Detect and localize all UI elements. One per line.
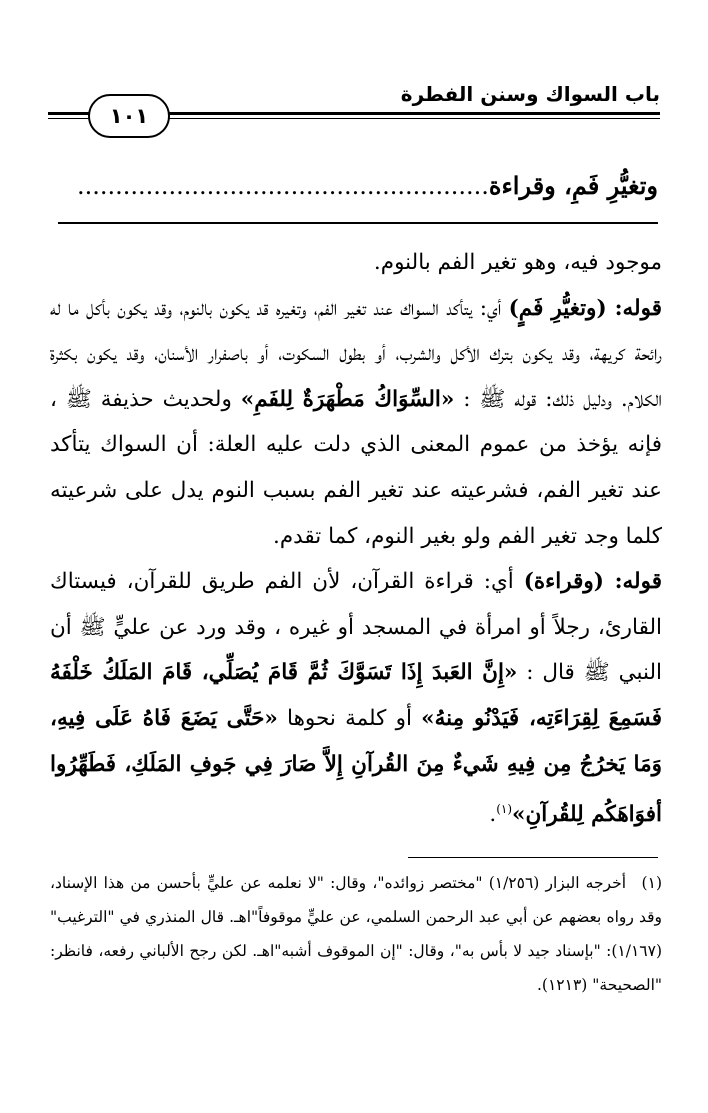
header-rule-thick: [166, 112, 660, 115]
hadith-quote-2: «إِنَّ العَبدَ إِذَا تَسَوَّكَ ثُمَّ قَامَ يُصَلِّي، قَامَ المَلَكُ خَلْفَهُ فَسَمِعَ لِقِرَاءَتِه، فَيَدْنُو مِنهُ»: [50, 660, 662, 731]
section-heading-dots: ......................................................: [76, 172, 489, 200]
footnote-number: (١): [641, 874, 662, 892]
footnote-text: أخرجه البزار (١/٢٥٦) "مختصر زوائده"، وقال: "لا نعلمه عن عليٍّ بأحسن من هذا الإسناد، وقد رواه بعضهم عن أبي عبد الرحمن السلمي، عن عليٍّ موقوفاً"اهـ. قال المنذري في "الترغيب" (١/١٦٧): "بإسناد جيد لا بأس به"، وقال: "إن الموقوف أشبه"اهـ. لكن رجح الألباني رفعه، فانظر: "الصحيحة" (١٢١٣).: [50, 874, 662, 994]
paragraph-1: [50, 240, 662, 286]
header-rule-left-thick: [48, 112, 90, 115]
running-title: باب السواك وسنن الفطرة: [400, 82, 660, 106]
paragraph-1-text: موجود فيه، وهو تغير الفم بالنوم.: [373, 250, 662, 275]
footnote-reference: (١): [496, 802, 513, 817]
paragraph-2: [50, 286, 662, 560]
paragraph-2-lead: قوله: (وتغيُّرِ فَمٍ): [508, 295, 662, 321]
paragraph-3-text-2: أو كلمة نحوها: [277, 705, 422, 731]
section-divider: [58, 222, 658, 224]
paragraph-2-text-2: ولحديث حذيفة ﷺ ، فإنه يؤخذ من عموم المعنى الذي دلت عليه العلة: أن السواك يتأكد عند تغير الفم، فشرعيته عند تغير الفم بسبب النوم يدل على شرعيته كلما وجد تغير الفم ولو بغير النوم، كما تقدم.: [50, 386, 662, 549]
footnote-divider: [408, 857, 658, 858]
paragraph-3: [50, 559, 662, 838]
page-number: ١٠١: [109, 104, 149, 128]
section-heading: [58, 168, 658, 204]
paragraph-2-text: أي: يتأكد السواك عند تغير الفم، وتغيره قد يكون بالنوم، وقد يكون بأكل ما له رائحة كريهة، وقد يكون بترك الأكل والشرب، أو بطول السكوت، أو باصفرار الأسنان، وقد يكون بكثرة الكلام. ودليل ذلك: قوله ﷺ :: [50, 295, 662, 412]
paragraph-3-text: أي: قراءة القرآن، لأن الفم طريق للقرآن، فيستاك القارئ، رجلاً أو امرأة في المسجد أو غيره ، وقد ورد عن عليٍّ ﷺ أن النبي ﷺ قال :: [50, 569, 662, 686]
footnote: [50, 866, 662, 1002]
page-header: [48, 70, 660, 140]
paragraph-3-end: .: [489, 802, 497, 828]
paragraph-3-lead: قوله: (وقراءة): [523, 569, 662, 595]
header-rule-left-thin: [48, 118, 90, 119]
hadith-quote-1: «السِّوَاكُ مَطْهَرَةٌ لِلفَمِ»: [240, 386, 455, 412]
header-rule-thin: [166, 118, 660, 119]
body-text: [50, 240, 662, 838]
hadith-quote-3: «حَتَّى يَضَعَ فَاهُ عَلَى فِيهِ، وَمَا يَخرُجُ مِن فِيهِ شَيءٌ مِنَ القُرآنِ إِلاَّ صَارَ فِي جَوفِ المَلَكِ، فَطَهِّرُوا أفوَاهَكُم لِلقُرآنِ»: [50, 705, 662, 828]
section-heading-text: وتغيُّرِ فَمٍ، وقراءة: [488, 171, 658, 200]
page-number-badge: [88, 94, 170, 138]
